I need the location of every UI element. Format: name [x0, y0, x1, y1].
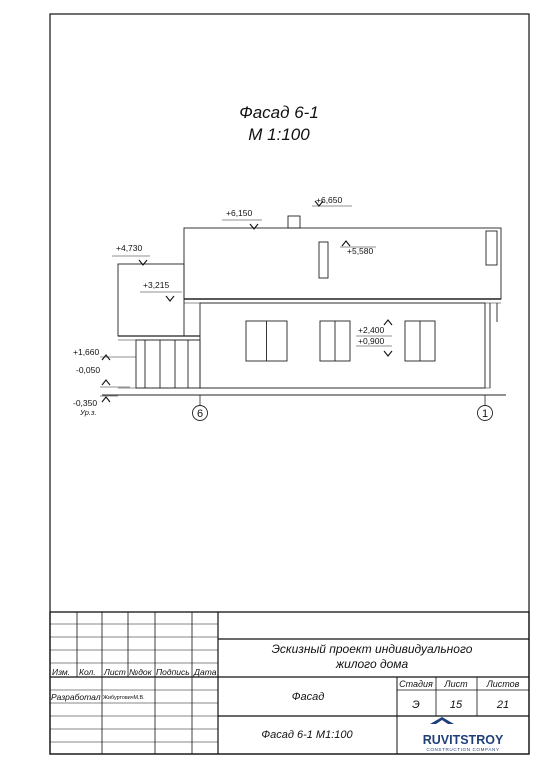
roof-window-left [319, 242, 328, 278]
level-minus-0350: -0,350 [73, 398, 98, 408]
window-3 [405, 321, 435, 361]
sheets-total: 21 [496, 699, 510, 711]
level-marker [384, 320, 392, 325]
main-wall [200, 303, 485, 388]
drawing-name: Фасад 6-1 М1:100 [261, 729, 353, 741]
window-1 [246, 321, 287, 361]
axis-label-6: 6 [196, 408, 204, 420]
sheets-label: Листов [486, 679, 520, 689]
level-marker [102, 380, 110, 385]
logo-tagline: CONSTRUCTION COMPANY [426, 747, 500, 752]
sheet-name: Фасад [291, 691, 325, 703]
level-1660: +1,660 [73, 347, 100, 357]
porch [136, 340, 200, 388]
header-izm: Изм. [52, 667, 71, 677]
drawing-scale: М 1:100 [248, 125, 310, 144]
logo-brand: RUVITSTROY [422, 733, 504, 747]
developer-name: ЖибуртовичМ.В. [103, 695, 145, 701]
facade-drawing [100, 206, 506, 396]
header-podpis: Подпись [156, 667, 190, 677]
level-0900: +0,900 [358, 336, 385, 346]
sheet-label: Лист [444, 679, 468, 689]
level-4730: +4,730 [116, 243, 143, 253]
project-name-line2: жилого дома [335, 657, 409, 671]
level-minus-0050: -0,050 [76, 365, 101, 375]
level-3215: +3,215 [143, 280, 170, 290]
ground-level-note: Ур.з. [80, 408, 97, 417]
axis-markers [193, 395, 493, 421]
level-5580: +5,580 [347, 246, 374, 256]
axis-label-1: 1 [481, 408, 489, 420]
level-6650: +6,650 [316, 195, 343, 205]
header-list: Лист [104, 667, 126, 677]
stage-label: Стадия [399, 679, 433, 689]
level-marker [166, 296, 174, 301]
developed-label: Разработал [51, 692, 101, 702]
drawing-title: Фасад 6-1 [239, 103, 319, 122]
level-marker [102, 355, 110, 360]
ruvitstroy-logo [423, 717, 504, 752]
level-marker [102, 397, 110, 402]
header-kol: Кол. [79, 667, 96, 677]
project-name-line1: Эскизный проект индивидуального [271, 642, 473, 656]
level-marker [384, 351, 392, 356]
roof-window-right [486, 231, 497, 265]
level-markers [102, 201, 392, 402]
stage-value: Э [412, 699, 420, 711]
window-2 [320, 321, 350, 361]
sheet-number: 15 [449, 699, 463, 711]
main-roof [184, 228, 501, 299]
chimney [288, 216, 300, 228]
header-ndok: №док [129, 667, 152, 677]
header-data: Дата [194, 667, 217, 677]
annex-roof [118, 264, 184, 336]
level-2400: +2,400 [358, 325, 385, 335]
level-6150: +6,150 [226, 208, 253, 218]
